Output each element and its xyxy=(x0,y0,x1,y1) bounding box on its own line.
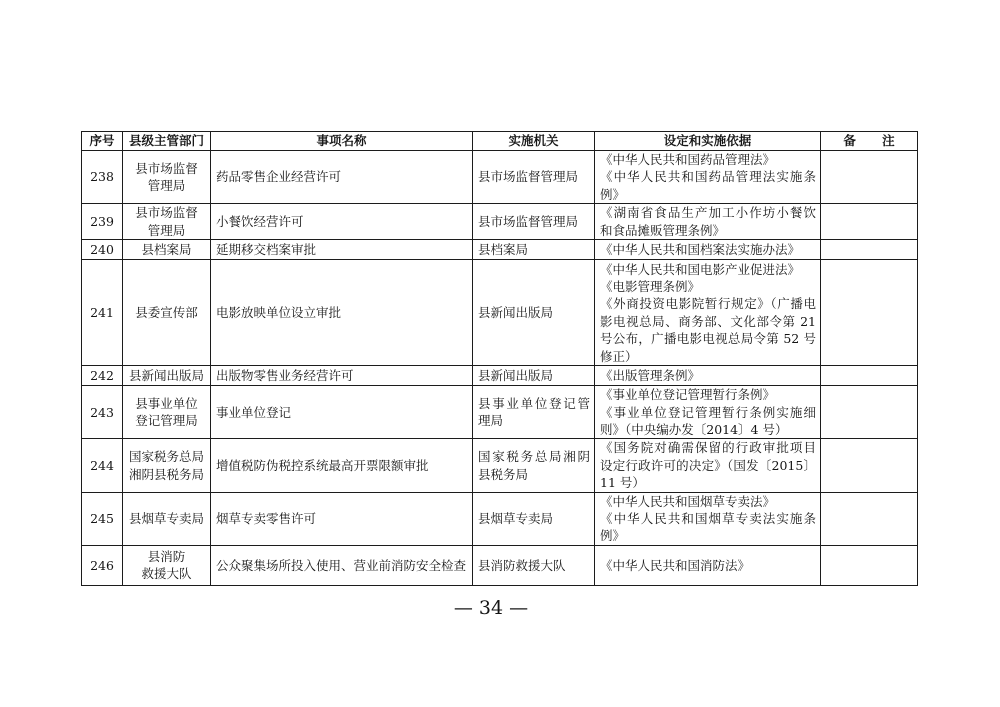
agency-cell xyxy=(473,545,595,585)
table-row xyxy=(82,240,918,260)
agency-cell xyxy=(473,366,595,386)
header-basis: 设定和实施依据 xyxy=(595,132,821,151)
department-cell xyxy=(123,366,211,386)
header-department: 县级主管部门 xyxy=(123,132,211,151)
agency-line: 国家税务总局湘阴 xyxy=(478,449,590,465)
item-name-cell: 延期移交档案审批 xyxy=(211,240,473,260)
legal-basis-cell xyxy=(595,151,821,204)
agency-line: 县事业单位登记管 xyxy=(478,395,590,411)
agency-cell xyxy=(473,204,595,240)
table-row xyxy=(82,386,918,439)
department-line: 县新闻出版局 xyxy=(128,368,204,384)
department-line: 县市场监督 xyxy=(135,160,198,176)
table-row xyxy=(82,260,918,366)
legal-basis-line: 修正） xyxy=(600,348,638,364)
department-line: 县委宣传部 xyxy=(135,305,198,321)
department-line: 湘阴县税务局 xyxy=(128,466,204,482)
legal-basis-line: 《中华人民共和国药品管理法实施条 xyxy=(600,169,816,185)
agency-cell xyxy=(473,240,595,260)
legal-basis-cell xyxy=(595,492,821,545)
item-name-cell: 药品零售企业经营许可 xyxy=(211,151,473,204)
table-row xyxy=(82,204,918,240)
header-agency: 实施机关 xyxy=(473,132,595,151)
legal-basis-line: 《国务院对确需保留的行政审批项目 xyxy=(600,440,816,456)
table-header-row xyxy=(82,132,918,151)
agency-line: 县市场监督管理局 xyxy=(478,169,579,185)
department-cell xyxy=(123,545,211,585)
legal-basis-line: 《事业单位登记管理暂行条例》 xyxy=(600,387,776,403)
department-cell xyxy=(123,492,211,545)
department-cell xyxy=(123,240,211,260)
legal-basis-cell xyxy=(595,386,821,439)
page-number: — 34 — xyxy=(453,597,529,619)
legal-basis-line: 例》 xyxy=(600,528,626,544)
legal-basis-line: 和食品摊贩管理条例》 xyxy=(600,222,726,238)
department-cell xyxy=(123,151,211,204)
agency-cell xyxy=(473,260,595,366)
legal-basis-line: 《湖南省食品生产加工小作坊小餐饮 xyxy=(600,205,816,221)
agency-cell xyxy=(473,386,595,439)
table-row xyxy=(82,545,918,585)
department-cell xyxy=(123,386,211,439)
legal-basis-cell xyxy=(595,260,821,366)
note-cell xyxy=(821,240,918,260)
agency-line: 县消防救援大队 xyxy=(478,557,566,573)
item-name-cell: 小餐饮经营许可 xyxy=(211,204,473,240)
agency-line: 县烟草专卖局 xyxy=(478,511,554,527)
row-number: 245 xyxy=(82,492,123,545)
department-line: 县市场监督 xyxy=(135,205,198,221)
note-cell xyxy=(821,260,918,366)
item-name-cell: 事业单位登记 xyxy=(211,386,473,439)
department-line: 国家税务总局 xyxy=(128,449,204,465)
header-note: 备 注 xyxy=(821,132,918,151)
department-line: 县档案局 xyxy=(141,242,192,258)
legal-basis-line: 《中华人民共和国烟草专卖法》 xyxy=(600,493,776,509)
note-cell xyxy=(821,366,918,386)
legal-basis-line: 则》（中央编办发〔2014〕4 号） xyxy=(600,422,788,438)
note-cell xyxy=(821,439,918,492)
row-number: 242 xyxy=(82,366,123,386)
legal-basis-line: 《中华人民共和国档案法实施办法》 xyxy=(600,242,801,258)
agency-line: 县市场监督管理局 xyxy=(478,214,579,230)
agency-cell xyxy=(473,151,595,204)
item-name-cell: 电影放映单位设立审批 xyxy=(211,260,473,366)
row-number: 239 xyxy=(82,204,123,240)
row-number: 244 xyxy=(82,439,123,492)
item-name-cell: 烟草专卖零售许可 xyxy=(211,492,473,545)
legal-basis-line: 11 号） xyxy=(600,475,645,491)
department-line: 救援大队 xyxy=(141,566,192,582)
legal-basis-cell xyxy=(595,204,821,240)
table-row xyxy=(82,439,918,492)
legal-basis-line: 《电影管理条例》 xyxy=(600,278,701,294)
department-line: 登记管理局 xyxy=(135,413,198,429)
note-cell xyxy=(821,204,918,240)
legal-basis-line: 《出版管理条例》 xyxy=(600,368,701,384)
department-line: 管理局 xyxy=(147,178,186,194)
legal-basis-line: 设定行政许可的决定》（国发〔2015〕 xyxy=(600,457,816,473)
department-line: 县烟草专卖局 xyxy=(128,511,204,527)
legal-basis-cell xyxy=(595,366,821,386)
header-number: 序号 xyxy=(82,132,123,151)
legal-basis-line: 《外商投资电影院暂行规定》（广播电 xyxy=(600,296,816,312)
legal-basis-line: 《中华人民共和国电影产业促进法》 xyxy=(600,261,801,277)
header-item-name: 事项名称 xyxy=(211,132,473,151)
legal-basis-cell xyxy=(595,240,821,260)
item-name-cell: 出版物零售业务经营许可 xyxy=(211,366,473,386)
row-number: 241 xyxy=(82,260,123,366)
agency-line: 理局 xyxy=(478,413,504,429)
legal-basis-line: 影电视总局、商务部、文化部令第 21 xyxy=(600,313,816,329)
note-cell xyxy=(821,151,918,204)
agency-cell xyxy=(473,439,595,492)
agency-cell xyxy=(473,492,595,545)
department-cell xyxy=(123,204,211,240)
legal-basis-cell xyxy=(595,545,821,585)
legal-basis-line: 《事业单位登记管理暂行条例实施细 xyxy=(600,404,816,420)
legal-basis-line: 《中华人民共和国药品管理法》 xyxy=(600,152,776,167)
table-row xyxy=(82,366,918,386)
department-cell xyxy=(123,439,211,492)
row-number: 240 xyxy=(82,240,123,260)
department-line: 县消防 xyxy=(147,548,186,564)
agency-line: 县档案局 xyxy=(478,242,529,258)
legal-basis-line: 《中华人民共和国消防法》 xyxy=(600,557,751,573)
legal-basis-line: 例》 xyxy=(600,186,626,202)
note-cell xyxy=(821,545,918,585)
agency-line: 县税务局 xyxy=(478,466,529,482)
legal-basis-cell xyxy=(595,439,821,492)
table-row xyxy=(82,151,918,204)
row-number: 246 xyxy=(82,545,123,585)
department-cell xyxy=(123,260,211,366)
item-name-cell: 公众聚集场所投入使用、营业前消防安全检查 xyxy=(211,545,473,585)
note-cell xyxy=(821,386,918,439)
row-number: 243 xyxy=(82,386,123,439)
legal-basis-line: 《中华人民共和国烟草专卖法实施条 xyxy=(600,511,816,527)
agency-line: 县新闻出版局 xyxy=(478,305,554,321)
legal-basis-line: 号公布，广播电影电视总局令第 52 号 xyxy=(600,331,816,347)
approval-items-table xyxy=(81,131,918,586)
item-name-cell: 增值税防伪税控系统最高开票限额审批 xyxy=(211,439,473,492)
department-line: 县事业单位 xyxy=(135,395,198,411)
row-number: 238 xyxy=(82,151,123,204)
note-cell xyxy=(821,492,918,545)
table-row xyxy=(82,492,918,545)
department-line: 管理局 xyxy=(147,222,186,238)
agency-line: 县新闻出版局 xyxy=(478,368,554,384)
